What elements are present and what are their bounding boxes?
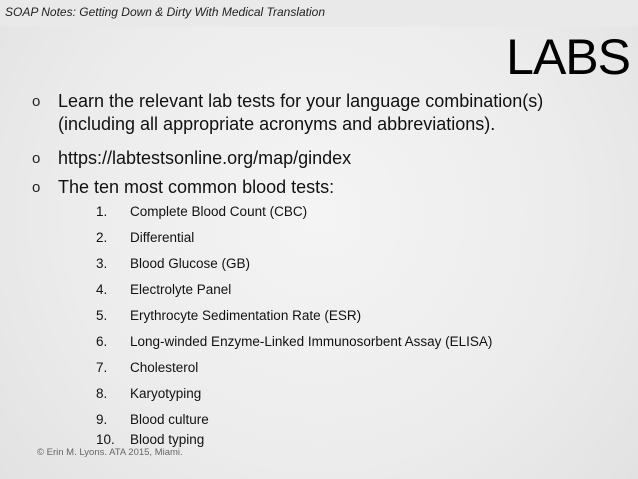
item-number: 5. [96, 308, 108, 323]
item-number: 4. [96, 282, 108, 297]
item-label: Blood typing [130, 432, 205, 447]
item-label: Differential [130, 230, 195, 245]
copyright-footer: © Erin M. Lyons. ATA 2015, Miami. [37, 447, 183, 458]
bullet-link[interactable]: https://labtestsonline.org/map/gindex [58, 148, 352, 168]
item-label: Karyotyping [130, 386, 202, 401]
list-item [96, 252, 616, 276]
item-label: Cholesterol [130, 360, 199, 375]
item-number: 8. [96, 386, 108, 401]
bullet-marker: o [32, 179, 41, 196]
item-number: 7. [96, 360, 108, 375]
item-number: 9. [96, 412, 108, 427]
list-item [96, 200, 616, 224]
item-number: 6. [96, 334, 108, 349]
item-label: Electrolyte Panel [130, 282, 232, 297]
item-label: Blood culture [130, 412, 209, 427]
list-item [96, 226, 616, 250]
list-item [96, 356, 616, 380]
bullet-text: The ten most common blood tests: [58, 177, 335, 197]
bullet-text: Learn the relevant lab tests for your language combination(s) (including all appropriate acronyms and abbreviations). [58, 91, 544, 134]
item-label: Long-winded Enzyme-Linked Immunosorbent Assay (ELISA) [130, 334, 493, 349]
bullet-marker: o [32, 93, 41, 110]
item-number: 2. [96, 230, 108, 245]
presentation-title: SOAP Notes: Getting Down & Dirty With Medical Translation [5, 5, 326, 19]
list-item [96, 382, 616, 406]
header-bar [0, 0, 638, 27]
item-number: 3. [96, 256, 108, 271]
item-number: 10. [96, 432, 115, 447]
item-label: Blood Glucose (GB) [130, 256, 251, 271]
item-label: Complete Blood Count (CBC) [130, 204, 308, 219]
list-item [96, 278, 616, 302]
item-number: 1. [96, 204, 108, 219]
list-item [96, 330, 616, 354]
slide-title: LABS [506, 29, 630, 85]
list-item [96, 304, 616, 328]
item-label: Erythrocyte Sedimentation Rate (ESR) [130, 308, 362, 323]
bullet-marker: o [32, 150, 41, 167]
